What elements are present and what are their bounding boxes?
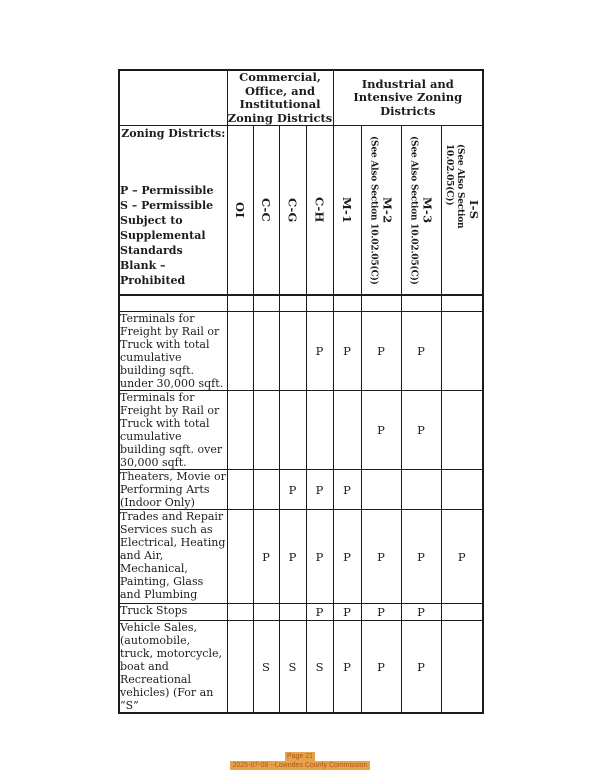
value-cell: P [361, 312, 401, 391]
column-header-row [119, 126, 483, 296]
value-cell [306, 391, 333, 470]
column-code-oi: OI [233, 202, 247, 218]
value-cell: P [401, 604, 441, 621]
column-code-ch: C-H [312, 197, 327, 223]
column-header-cg [279, 126, 306, 296]
value-cell [279, 312, 306, 391]
column-header-oi [227, 126, 253, 296]
column-note-m3: (See Also Section 10.02.05(C)) [408, 135, 419, 285]
column-header-ch [306, 126, 333, 296]
value-cell [361, 470, 401, 510]
value-cell [227, 604, 253, 621]
value-cell [227, 470, 253, 510]
value-cell [253, 470, 279, 510]
value-cell: P [279, 510, 306, 604]
column-code-m1: M-1 [340, 196, 355, 224]
legend-title: Zoning Districts: [121, 127, 226, 140]
column-header-m2 [361, 126, 401, 296]
table-row-theaters [119, 470, 483, 510]
value-cell: P [441, 510, 483, 604]
value-cell [441, 391, 483, 470]
value-cell [279, 604, 306, 621]
use-label: Vehicle Sales, (automobile, truck, motorcycle, boat and Recreational vehicles) (For an “S” [119, 621, 227, 714]
value-cell [227, 312, 253, 391]
value-cell [227, 621, 253, 714]
footer-page-number: Page 21 [286, 753, 314, 760]
value-cell: P [279, 470, 306, 510]
value-cell [401, 470, 441, 510]
value-cell [279, 391, 306, 470]
value-cell [253, 391, 279, 470]
value-cell [441, 621, 483, 714]
table-row-terminals-under-30000 [119, 312, 483, 391]
value-cell: P [401, 312, 441, 391]
value-cell: P [306, 510, 333, 604]
use-label: Truck Stops [119, 604, 227, 621]
use-label: Trades and Repair Services such as Electrical, Heating and Air, Mechanical, Painting, Glass and Plumbing [119, 510, 227, 604]
legend-line: S – Permissible [120, 199, 214, 212]
corner-cell [119, 70, 227, 126]
value-cell [227, 391, 253, 470]
value-cell: P [361, 391, 401, 470]
value-cell: P [361, 604, 401, 621]
table-row-vehicle-sales [119, 621, 483, 714]
value-cell [441, 604, 483, 621]
use-label: Theaters, Movie or Performing Arts (Indoor Only) [120, 470, 226, 509]
column-header-m3 [401, 126, 441, 296]
value-cell [253, 604, 279, 621]
value-cell: P [361, 621, 401, 714]
group-header-industrial: Industrial and Intensive Zoning Districts [333, 70, 483, 126]
value-cell: P [401, 510, 441, 604]
value-cell: P [306, 604, 333, 621]
legend-cell [119, 126, 227, 296]
group-header-commercial: Commercial, Office, and Institutional Zoning Districts [227, 70, 333, 125]
legend-line: Blank – Prohibited [120, 259, 186, 287]
value-cell: P [253, 510, 279, 604]
column-code-m3: M-3 [420, 196, 435, 224]
value-cell: P [306, 312, 333, 391]
value-cell [253, 312, 279, 391]
zoning-use-table [118, 69, 484, 714]
legend-line: Subject to [120, 214, 183, 227]
value-cell: P [306, 470, 333, 510]
footer-stamp: 2025-07-08 --Lowndes County Commission [232, 762, 368, 769]
value-cell: S [253, 621, 279, 714]
legend-line: Standards [120, 244, 183, 257]
use-label: Terminals for Freight by Rail or Truck with total cumulative building sqft. under 30,000 sqft. [119, 312, 227, 391]
column-code-cc: C-C [259, 198, 273, 222]
spacer-cell [119, 295, 227, 312]
value-cell: P [401, 391, 441, 470]
table-row-truck-stops [119, 604, 483, 621]
value-cell [441, 470, 483, 510]
column-header-cc [253, 126, 279, 296]
value-cell: P [333, 312, 361, 391]
group-header-row [119, 70, 483, 126]
value-cell: P [361, 510, 401, 604]
use-label: Terminals for Freight by Rail or Truck with total cumulative building sqft. over 30,000 sqft. [119, 391, 227, 470]
table-row-trades-repair [119, 510, 483, 604]
legend-line: P – Permissible [120, 184, 214, 197]
page-footer [0, 752, 600, 770]
column-header-m1 [333, 126, 361, 296]
column-code-cg: C-G [285, 197, 300, 223]
legend-line: Supplemental [120, 229, 206, 242]
value-cell: P [333, 604, 361, 621]
value-cell: P [333, 621, 361, 714]
value-cell: P [333, 470, 361, 510]
table-row-terminals-over-30000 [119, 391, 483, 470]
spacer-row [119, 295, 483, 312]
column-header-is [441, 126, 483, 296]
value-cell: P [333, 510, 361, 604]
value-cell: P [401, 621, 441, 714]
column-code-is: I-S [466, 200, 481, 220]
value-cell [441, 312, 483, 391]
column-code-m2: M-2 [380, 196, 395, 224]
column-note-is: (See Also Section 10.02.05(C)) [443, 144, 465, 229]
column-note-m2: (See Also Section 10.02.05(C)) [368, 135, 379, 285]
value-cell [333, 391, 361, 470]
value-cell: S [279, 621, 306, 714]
value-cell: S [306, 621, 333, 714]
value-cell [227, 510, 253, 604]
